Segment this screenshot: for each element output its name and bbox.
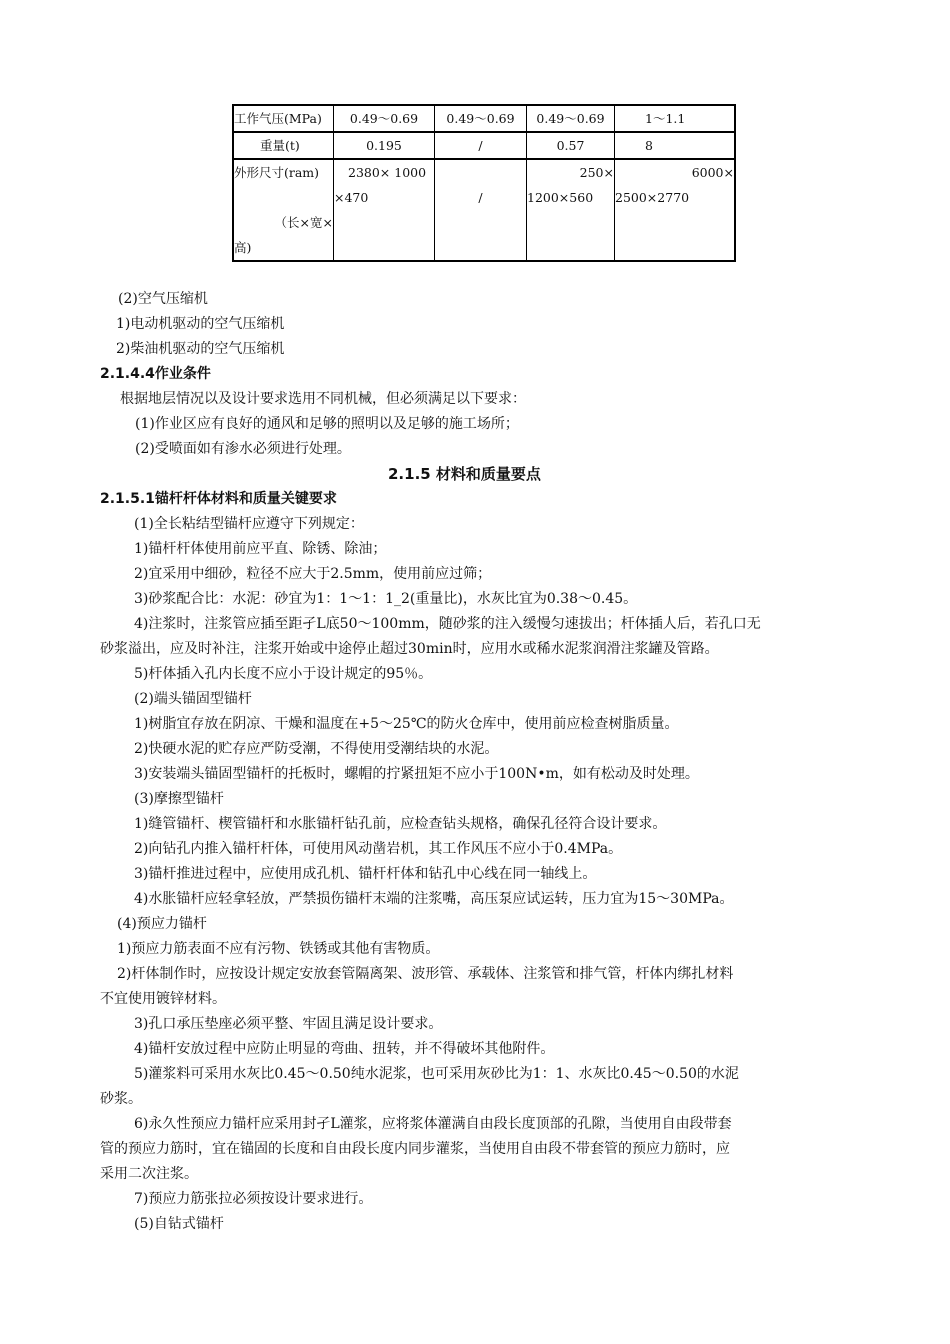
table-cell: 1～1.1 xyxy=(615,105,736,132)
table-cell: 0.49～0.69 xyxy=(435,105,527,132)
table-cell xyxy=(334,159,435,261)
table-cell: 8 xyxy=(615,132,736,159)
list-item: 1)预应力筋表面不应有污物、铁锈或其他有害物质。 xyxy=(117,941,440,957)
list-item: 3)锚杆推进过程中，应使用成孔机、锚杆杆体和钻孔中心线在同一轴线上。 xyxy=(134,866,597,882)
size-label-line: 外形尺寸(ram) xyxy=(234,165,320,180)
list-item: (3)摩擦型锚杆 xyxy=(134,791,224,807)
list-item: 1)锚杆杆体使用前应平直、除锈、除油； xyxy=(134,541,387,557)
list-item: 2)宜采用中细砂，粒径不应大于2.5mm，使用前应过筛； xyxy=(134,566,492,582)
list-item: (2)空气压缩机 xyxy=(118,291,208,307)
list-item: (4)预应力锚杆 xyxy=(117,916,207,932)
list-item: (1)全长粘结型锚杆应遵守下列规定： xyxy=(134,516,364,532)
size-value-line: 2500×2770 xyxy=(615,190,690,205)
table-cell: 工作气压(MPa) xyxy=(233,105,334,132)
list-item-continued: 管的预应力筋时，宜在锚固的长度和自由段长度内同步灌浆，当使用自由段不带套管的预应力筋时，应 xyxy=(100,1141,730,1157)
table-cell: 0.195 xyxy=(334,132,435,159)
list-item: 1)缝管锚杆、楔管锚杆和水胀锚杆钻孔前，应检查钻头规格，确保孔径符合设计要求。 xyxy=(134,816,667,832)
list-item-continued: 不宜使用镀锌材料。 xyxy=(100,991,226,1007)
list-item: 7)预应力筋张拉必须按设计要求进行。 xyxy=(134,1191,373,1207)
spacer xyxy=(435,160,526,185)
section-heading: 2.1.5.1锚杆杆体材料和质量关键要求 xyxy=(100,491,337,507)
table-cell xyxy=(527,159,615,261)
list-item: 3)安装端头锚固型锚杆的托板时，螺帽的拧紧扭矩不应小于100N•m，如有松动及时处理。 xyxy=(134,766,699,782)
list-item: (1)作业区应有良好的通风和足够的照明以及足够的施工场所； xyxy=(135,416,519,432)
size-value-line: 2380× 1000 xyxy=(348,165,427,180)
list-item: 5)杆体插入孔内长度不应小于设计规定的95％。 xyxy=(134,666,433,682)
table-cell: / xyxy=(435,132,527,159)
list-item: 5)灌浆料可采用水灰比0.45～0.50纯水泥浆，也可采用灰砂比为1：1、水灰比0.45～0.50的水泥 xyxy=(134,1066,739,1082)
list-item: 2)柴油机驱动的空气压缩机 xyxy=(116,341,285,357)
list-item: 4)注浆时，注浆管应插至距孑L底50～100mm，随砂浆的注入缓慢匀速拔出；杆体插人后，若孔口无 xyxy=(134,616,761,632)
list-item: 1)电动机驱动的空气压缩机 xyxy=(116,316,285,332)
size-value-line: / xyxy=(478,190,483,205)
table-row xyxy=(233,105,735,132)
table-cell: 0.49～0.69 xyxy=(334,105,435,132)
size-value-line: 6000× xyxy=(691,165,734,180)
table-row xyxy=(233,132,735,159)
list-item: 3)孔口承压垫座必须平整、牢固且满足设计要求。 xyxy=(134,1016,443,1032)
table-cell xyxy=(615,159,736,261)
list-item: 2)杆体制作时，应按设计规定安放套管隔离架、波形管、承载体、注浆管和排气管，杆体内绑扎材料 xyxy=(117,966,734,982)
list-item: (2)受喷面如有渗水必须进行处理。 xyxy=(135,441,351,457)
size-value-line: 250× xyxy=(579,165,614,180)
table-cell: 0.57 xyxy=(527,132,615,159)
chapter-heading: 2.1.5 材料和质量要点 xyxy=(388,465,541,483)
table-row xyxy=(233,159,735,261)
list-item: 4)水胀锚杆应轻拿轻放，严禁损伤锚杆末端的注浆嘴，高压泵应试运转，压力宜为15～30MPa。 xyxy=(134,891,734,907)
list-item: 2)向钻孔内推入锚杆杆体，可使用风动凿岩机，其工作风压不应小于0.4MPa。 xyxy=(134,841,623,857)
list-item-continued: 砂浆。 xyxy=(100,1091,142,1107)
spacer xyxy=(234,185,333,210)
table-cell xyxy=(435,159,527,261)
list-item: 4)锚杆安放过程中应防止明显的弯曲、扭转，并不得破坏其他附件。 xyxy=(134,1041,555,1057)
paragraph: 根据地层情况以及设计要求选用不同机械，但必须满足以下要求： xyxy=(120,391,526,407)
size-value-line: ×470 xyxy=(334,190,369,205)
list-item: 6)永久性预应力锚杆应采用封孑L灌浆，应将浆体灌满自由段长度顶部的孔隙，当使用自由段带套 xyxy=(134,1116,732,1132)
list-item: (5)自钻式锚杆 xyxy=(134,1216,224,1232)
spec-table xyxy=(232,104,736,262)
list-item-continued: 砂浆溢出，应及时补注，注浆开始或中途停止超过30min时，应用水或稀水泥浆润滑注浆罐及管路。 xyxy=(100,641,719,657)
table-cell: 重量(t) xyxy=(233,132,334,159)
list-item: 3)砂浆配合比：水泥：砂宜为1：1～1：1_2(重量比)，水灰比宜为0.38～0.45。 xyxy=(134,591,638,607)
list-item-continued: 采用二次注浆。 xyxy=(100,1166,198,1182)
list-item: 2)快硬水泥的贮存应严防受潮，不得使用受潮结块的水泥。 xyxy=(134,741,499,757)
list-item: (2)端头锚固型锚杆 xyxy=(134,691,252,707)
table-cell: 0.49～0.69 xyxy=(527,105,615,132)
size-label-line: 高) xyxy=(234,240,252,255)
table-cell xyxy=(233,159,334,261)
size-value-line: 1200×560 xyxy=(527,190,594,205)
list-item: 1)树脂宜存放在阴凉、干燥和温度在+5～25℃的防火仓库中，使用前应检查树脂质量。 xyxy=(134,716,679,732)
size-label-line: （长×宽× xyxy=(274,215,333,230)
section-heading: 2.1.4.4作业条件 xyxy=(100,366,211,382)
